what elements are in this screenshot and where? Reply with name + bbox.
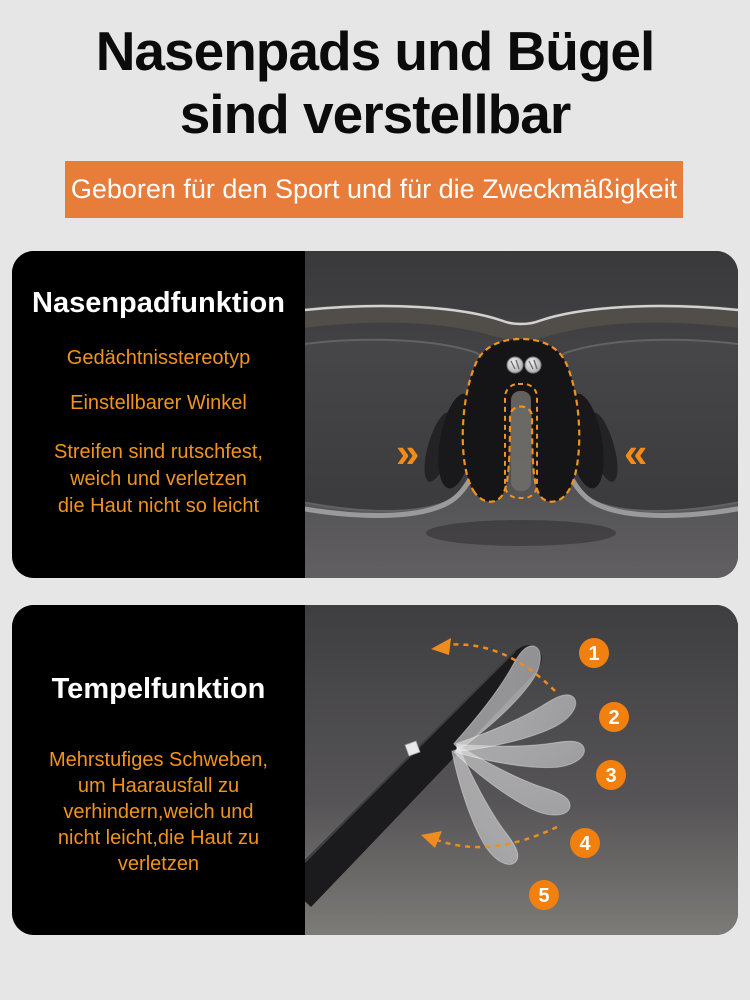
step-badge-3-label: 3 bbox=[605, 765, 617, 787]
temple-description-line2: um Haarausfall zu bbox=[77, 775, 240, 797]
temple-photo-svg bbox=[305, 605, 738, 935]
nosepad-panel bbox=[12, 251, 738, 578]
step-badge-4 bbox=[570, 828, 600, 858]
nosepad-description bbox=[54, 439, 263, 520]
temple-panel-title: Tempelfunktion bbox=[51, 673, 266, 705]
glasses-photo bbox=[305, 251, 738, 578]
nosepad-description-line3: die Haut nicht so leicht bbox=[57, 495, 260, 517]
temple-description-line1: Mehrstufiges Schweben, bbox=[48, 749, 268, 771]
step-badge-3 bbox=[596, 760, 626, 790]
temple-description-line3: verhindern,weich und bbox=[63, 801, 254, 823]
screw-icon-right bbox=[525, 357, 541, 373]
screw-icon-left bbox=[507, 357, 523, 373]
page-title-line1: Nasenpads und Bügel bbox=[95, 20, 655, 82]
temple-description bbox=[49, 747, 268, 877]
temple-panel bbox=[12, 605, 738, 935]
step-badge-1-label: 1 bbox=[588, 643, 600, 665]
feature-memory-stereotype: Gedächtnisstereotyp bbox=[66, 347, 251, 369]
page-title bbox=[0, 20, 750, 146]
step-badge-1 bbox=[579, 638, 609, 668]
step-badge-2 bbox=[599, 702, 629, 732]
temple-description-line4: nicht leicht,die Haut zu bbox=[57, 827, 260, 849]
subtitle-banner bbox=[65, 161, 683, 218]
step-badge-5-label: 5 bbox=[538, 885, 550, 907]
nosepad-panel-text-column bbox=[12, 251, 305, 578]
nosepad-description-line1: Streifen sind rutschfest, bbox=[54, 441, 263, 463]
nosepad-panel-title: Nasenpadfunktion bbox=[32, 287, 285, 319]
temple-description-line5: verletzen bbox=[117, 853, 200, 875]
temple-panel-text-column bbox=[12, 605, 305, 935]
step-badge-4-label: 4 bbox=[579, 833, 591, 855]
temple-photo bbox=[305, 605, 738, 935]
nosepad-shadow bbox=[426, 520, 616, 546]
subtitle-banner-text: Geboren für den Sport und für die Zweckmäßigkeit bbox=[70, 174, 678, 204]
glasses-photo-svg bbox=[305, 251, 738, 578]
step-badge-2-label: 2 bbox=[608, 707, 620, 729]
arrow-right-icon: » bbox=[396, 429, 420, 476]
arrow-left-icon: « bbox=[624, 429, 648, 476]
step-badge-5 bbox=[529, 880, 559, 910]
page-title-line2: sind verstellbar bbox=[179, 83, 571, 145]
feature-adjustable-angle: Einstellbarer Winkel bbox=[70, 392, 247, 414]
nosepad-description-line2: weich und verletzen bbox=[70, 468, 247, 490]
